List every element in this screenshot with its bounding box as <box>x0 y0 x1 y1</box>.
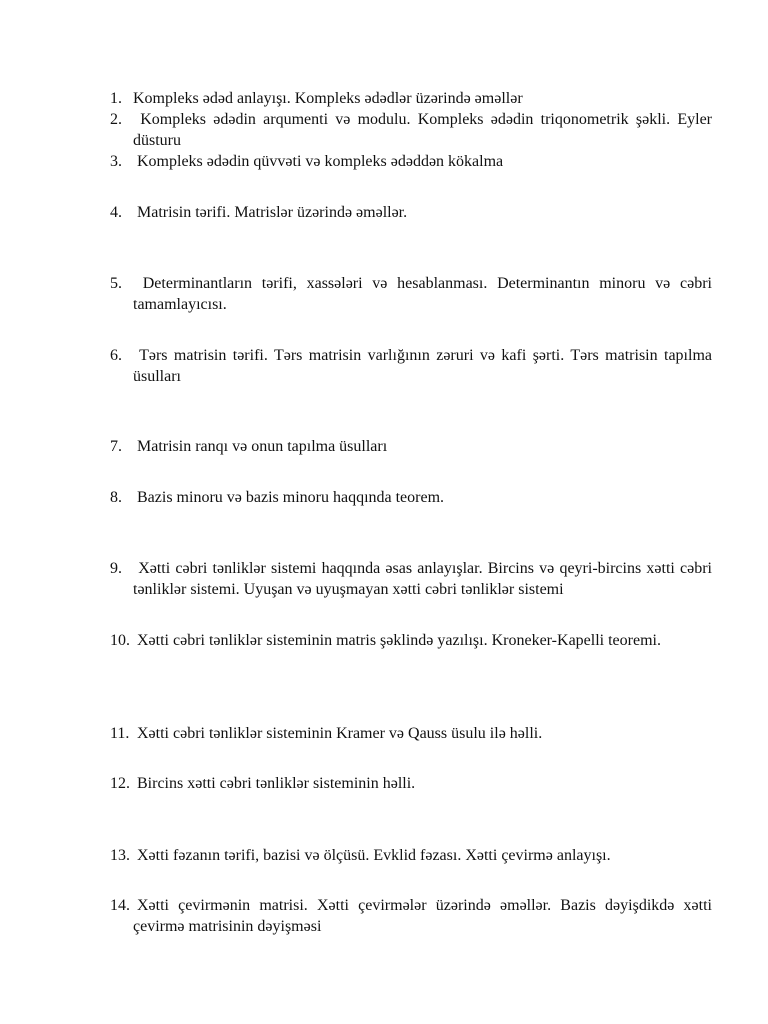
item-number: 3. <box>110 153 122 170</box>
list-item <box>110 845 712 866</box>
item-text: Matrisin tərifi. Matrislər üzərində əməllər. <box>133 204 408 221</box>
item-text: Xətti cəbri tənliklər sisteminin Kramer və Qauss üsulu ilə həlli. <box>137 725 543 742</box>
item-number: 8. <box>110 489 122 506</box>
item-number: 10. <box>110 632 130 649</box>
list-item <box>110 436 712 457</box>
item-number: 7. <box>110 438 122 455</box>
list-item <box>110 487 712 508</box>
item-text: Xətti çevirmənin matrisi. Xətti çevirmələr üzərində əməllər. Bazis dəyişdikdə xətti çevirmə matrisinin dəyişməsi <box>133 897 712 935</box>
list-item <box>110 273 712 315</box>
list-item <box>110 151 712 172</box>
item-text: Kompleks ədədin arqumenti və modulu. Kompleks ədədin triqonometrik şəkli. Eyler düsturu <box>133 111 712 149</box>
item-text: Bazis minoru və bazis minoru haqqında teorem. <box>133 489 445 506</box>
list-item <box>110 109 712 151</box>
list-item <box>110 773 712 794</box>
item-text: Determinantların tərifi, xassələri və hesablanması. Determinantın minoru və cəbri tamamlayıcısı. <box>133 275 712 313</box>
item-number: 2. <box>110 111 122 128</box>
item-text: Xətti cəbri tənliklər sistemi haqqında əsas anlayışlar. Bircins və qeyri-bircins xətti cəbri tənliklər sistemi. Uyuşan və uyuşmayan xətti cəbri tənliklər sistemi <box>133 560 712 598</box>
list-item <box>110 630 712 651</box>
item-text: Tərs matrisin tərifi. Tərs matrisin varlığının zəruri və kafi şərti. Tərs matrisin tapılma üsulları <box>133 347 712 385</box>
item-text: Xətti fəzanın tərifi, bazisi və ölçüsü. Evklid fəzası. Xətti çevirmə anlayışı. <box>137 847 611 864</box>
list-item <box>110 558 712 600</box>
item-number: 12. <box>110 775 130 792</box>
item-number: 5. <box>110 275 122 292</box>
item-number: 13. <box>110 847 130 864</box>
list-item <box>110 345 712 387</box>
item-number: 6. <box>110 347 122 364</box>
list-item <box>110 88 712 109</box>
item-text: Kompleks ədədin qüvvəti və kompleks ədəddən kökalma <box>133 153 504 170</box>
item-text: Bircins xətti cəbri tənliklər sisteminin həlli. <box>137 775 416 792</box>
item-number: 1. <box>110 90 122 107</box>
item-text: Matrisin ranqı və onun tapılma üsulları <box>133 438 388 455</box>
item-number: 11. <box>110 725 130 742</box>
list-item <box>110 723 712 744</box>
list-item <box>110 202 712 223</box>
item-text: Kompleks ədəd anlayışı. Kompleks ədədlər üzərində əməllər <box>133 90 523 107</box>
list-item <box>110 895 712 937</box>
item-number: 4. <box>110 204 122 221</box>
item-number: 9. <box>110 560 122 577</box>
item-text: Xətti cəbri tənliklər sisteminin matris şəklində yazılışı. Kroneker-Kapelli teoremi. <box>137 632 661 649</box>
item-number: 14. <box>110 897 130 914</box>
